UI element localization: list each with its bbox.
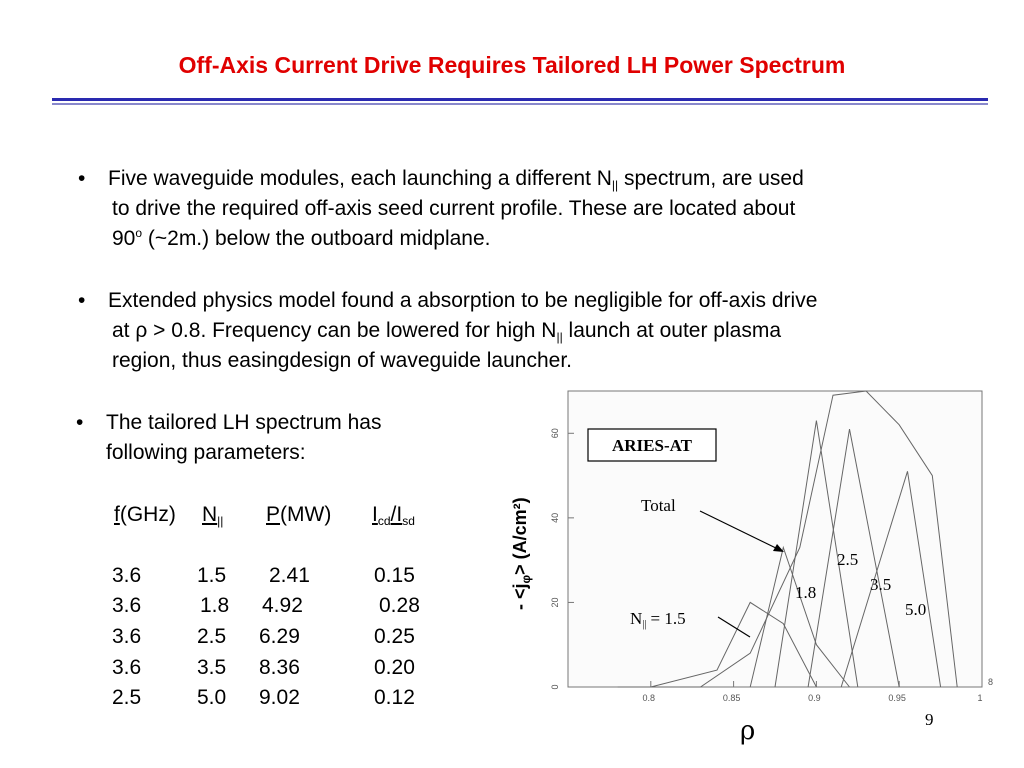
title-rule-thin — [52, 103, 988, 105]
header-frequency: f(GHz) — [114, 503, 176, 526]
header-current-ratio: $I_{cd}/I_{sd}$ — [372, 503, 415, 528]
annotation-2-5: 2.5 — [837, 550, 859, 569]
annotation-total: Total — [641, 496, 676, 515]
chart-title: ARIES-AT — [612, 436, 692, 455]
annotation-5-0: 5.0 — [905, 600, 927, 619]
bullet-physics-model: • Extended physics model found a absorption to be negligible for off-axis drive at ρ > 0.8. Frequency can be lowered for high $N_{||}$ launch at outer plasma region, thus easingdesign of waveguide launcher. — [108, 286, 988, 376]
corner-tick-label: 8 — [988, 677, 994, 687]
page-number: 9 — [925, 710, 934, 729]
annotation-1-8: 1.8 — [795, 583, 817, 602]
bullet-mark: • — [78, 289, 86, 312]
bullet-tailored-spectrum: • The tailored LH spectrum has following parameters: — [106, 408, 506, 468]
header-n-parallel: $N_{||}$ — [202, 503, 224, 528]
bullet-mark: • — [78, 167, 86, 190]
y-tick-label: 60 — [550, 428, 560, 439]
annotation-n15: N|| = 1.5 — [630, 609, 686, 630]
title-rule — [52, 98, 988, 101]
x-tick-label: 0.85 — [722, 693, 741, 703]
x-axis-label: ρ — [740, 716, 756, 746]
annotation-3-5: 3.5 — [870, 575, 892, 594]
y-axis-label: - $<j_\varphi> (A/cm^2)$ — [510, 497, 533, 610]
y-tick-label: 20 — [550, 597, 560, 608]
y-tick-label: 0 — [550, 684, 560, 690]
header-power: P(MW) — [266, 503, 332, 526]
current-profile-chart — [510, 385, 1000, 725]
x-tick-label: 0.8 — [642, 693, 656, 703]
rho-symbol: ρ — [135, 319, 148, 342]
x-tick-label: 1 — [977, 693, 983, 703]
slide-title: Off-Axis Current Drive Requires Tailored LH Power Spectrum — [178, 52, 846, 78]
bullet-waveguide-modules: • Five waveguide modules, each launching a different $N_{||}$ spectrum, are used to drive the required off-axis seed current profile. These are located about 90$^o$ (~2m.) below the outboard midplane. — [108, 164, 988, 254]
y-tick-label: 40 — [550, 512, 560, 523]
x-tick-label: 0.9 — [808, 693, 821, 703]
bullet-mark: • — [76, 411, 84, 434]
x-tick-label: 0.95 — [888, 693, 906, 703]
